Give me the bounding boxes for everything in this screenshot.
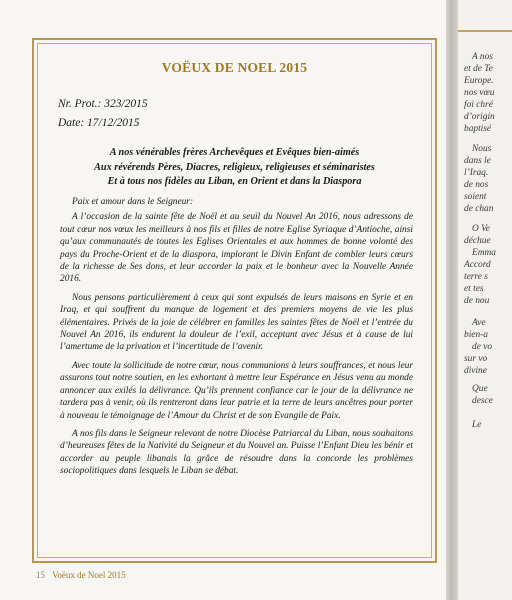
right-page-line: déchue [464,236,491,246]
greeting: Paix et amour dans le Seigneur: [72,197,194,207]
letter-body [60,196,413,484]
address-line: Aux révérends Pères, Diacres, religieux, religieuses et séminaristes [94,161,375,173]
right-page-line: et tes [464,284,484,294]
right-page-line: sur vo [464,354,488,364]
right-page-line: Nous [472,144,492,154]
address-block [42,146,427,190]
paragraph: A l’occasion de la sainte fête de Noël et au seuil du Nouvel An 2016, nous adressons de tout cœur nos vœux les meilleurs à nos fils et filles de notre Eglise Syriaque d’Antioche, ainsi qu’aux communautés de toutes les Eglises Orientales et aux hommes de bonne volonté des pays du Proche-Orient et de la diaspora, implorant le Divin Enfant de combler leurs cœurs de la richesse de Ses dons, et leur accorder la paix et le bonheur avec la Nouvelle Année 2016. [60,212,413,285]
right-page-line: et de Te [464,64,493,74]
address-line: Et à tous nos fidèles au Liban, en Orient et dans la Diaspora [107,176,362,188]
protocol-number: Nr. Prot.: 323/2015 [58,98,148,110]
footer-title: Voëux de Noel 2015 [52,570,126,580]
right-page-line: de chan [464,204,494,214]
right-page-line: bien-a [464,330,488,340]
right-page-line: de vo [472,342,493,352]
right-page-frame-edge [458,30,512,32]
right-page-line: Ave [472,318,486,328]
right-page-line: de nos [464,180,489,190]
right-page-line: baptisé [464,124,492,134]
document-frame [32,38,437,563]
right-page-line: dans le [464,156,491,166]
right-page-line: Europe. [464,76,494,86]
right-page-line: foi chré [464,100,493,110]
right-page-line: d’origin [464,112,495,122]
right-page-line: Accord [464,260,491,270]
book-gutter [446,0,458,600]
document-date: Date: 17/12/2015 [58,117,140,129]
page-number: 15 [36,570,45,580]
right-page-line: de nou [464,296,490,306]
right-page-line: Le [472,420,482,430]
right-page-line: Que [472,384,488,394]
right-page-line: l’Iraq. [464,168,489,178]
paragraph: Avec toute la sollicitude de notre cœur, nous communions à leurs souffrances, et nous leur assurons tout notre soutien, en les exhortant à mettre leur Espérance en Jésus venu au monde annoncer aux exilés la délivrance. Qu’ils prennent confiance car le jour de la délivrance ne tardera pas à venir, où ils rentreront dans leur patrie et la terre de leurs ancêtres pour porter à nouveau le témoignage de l’Amour du Christ et de son Evangile de Paix. [60,360,413,421]
right-page-line: Emma [472,248,496,258]
right-page-line: terre s [464,272,488,282]
paragraph: A nos fils dans le Seigneur relevant de notre Diocèse Patriarcal du Liban, nous souhaitons d’heureuses fêtes de la Nativité du Seigneur et du Nouvel an. Puisse l’Enfant Dieu les bénir et accorder au peuple libanais la grâce de résoudre dans la concorde les problèmes sociopolitiques dans lesquels le Liban se débat. [60,428,413,477]
address-line: A nos vénérables frères Archevêques et Evêques bien-aimés [109,147,360,158]
paragraph: Nous pensons particulièrement à ceux qui sont expulsés de leurs maisons en Syrie et en Iraq, et qui souffrent du manque de logement et des premiers moyens de vie les plus élémentaires. Privés de la joie de célébrer en familles les saintes fêtes de Noël et l’entrée du Nouvel An 2016, ils endurent la douleur de l’exil, acceptant avec Jésus et à cause de lui l’amertume de la privation et l’incertitude de l’avenir. [60,292,413,353]
page-footer [36,570,126,580]
right-page-line: soient [464,192,487,202]
right-page-line: A nos [472,52,493,62]
right-page-line: O Ve [472,224,490,234]
right-page [458,0,512,600]
document-title: VOËUX DE NOEL 2015 [161,60,308,75]
right-page-line: divine [464,366,487,376]
right-page-line: nos vœu [464,88,495,98]
right-page-line: desce [472,396,493,406]
